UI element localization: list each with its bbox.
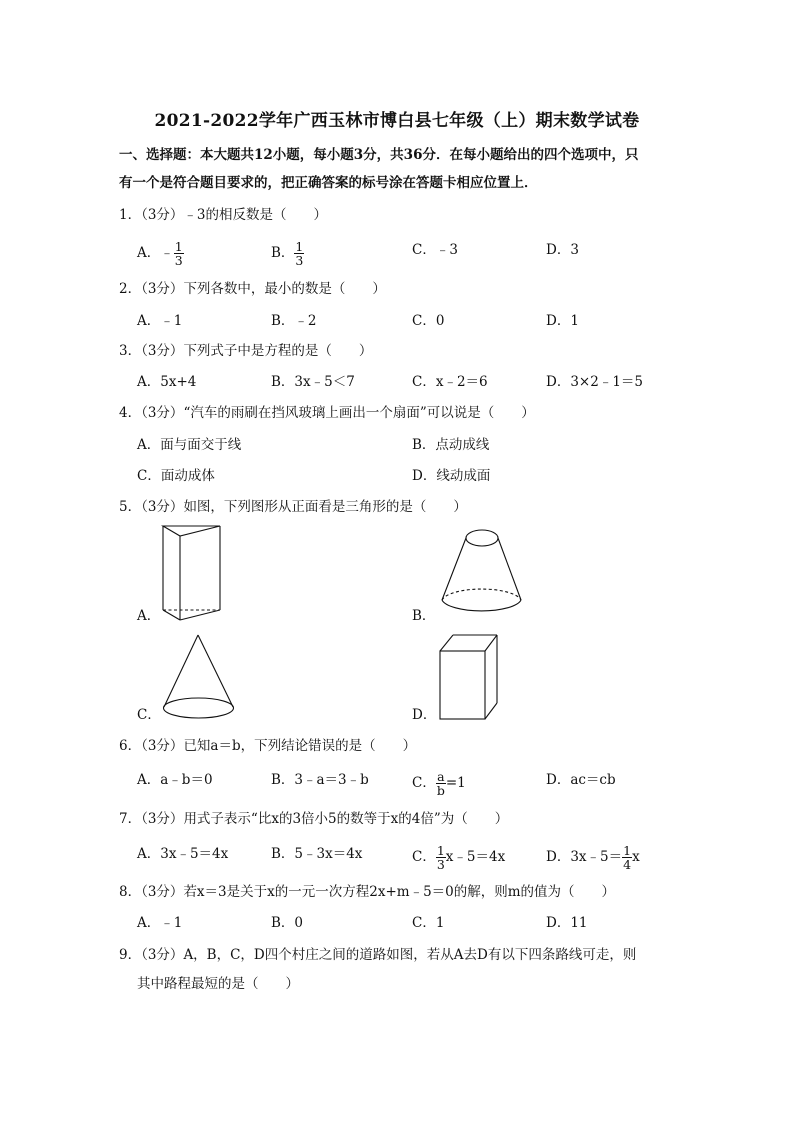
q3-option-d[interactable]: D．3×2﹣1＝5 [546,374,643,390]
q1-option-a[interactable]: A．﹣ $\frac{1}{3}$ [137,239,183,268]
q8-option-c[interactable]: C．1 [412,915,445,931]
q6-option-c[interactable]: C． $\frac{a}{b}$ =1 [412,769,466,798]
q5-option-c[interactable]: C． [137,707,161,723]
q4-option-a[interactable]: A．面与面交于线 [137,437,242,453]
section-heading [119,141,679,197]
q5-option-b[interactable]: B． [412,608,436,624]
q5-option-d[interactable]: D． [412,707,437,723]
q1-option-c[interactable]: C．﹣3 [412,242,458,258]
q4-option-d[interactable]: D．线动成面 [412,468,491,484]
q7-option-d[interactable]: D．3x﹣5＝ $\frac{1}{4}$ x [546,843,640,872]
question-1: 1．（3分）﹣3的相反数是（ ） [119,207,328,223]
q6-option-d[interactable]: D．ac＝cb [546,772,616,788]
exam-title: 2021-2022学年广西玉林市博白县七年级（上）期末数学试卷 [154,111,640,131]
question-8: 8．（3分）若x＝3是关于x的一元一次方程2x+m﹣5＝0的解，则m的值为（ ） [119,884,616,900]
q4-option-b[interactable]: B．点动成线 [412,437,490,453]
question-9: 9．（3分）A，B，C，D四个村庄之间的道路如图，若从A去D有以下四条路线可走，则 [119,947,637,963]
q1-option-d[interactable]: D．3 [546,242,579,258]
q8-option-d[interactable]: D．11 [546,915,588,931]
q2-option-d[interactable]: D．1 [546,313,579,329]
q2-option-a[interactable]: A．﹣1 [137,313,183,329]
q5-option-a[interactable]: A． [137,608,161,624]
question-5: 5．（3分）如图，下列图形从正面看是三角形的是（ ） [119,499,467,515]
section-line-2: 有一个是符合题目要求的，把正确答案的标号涂在答题卡相应位置上． [119,175,538,191]
q7-option-c[interactable]: C． $\frac{1}{3}$ x﹣5＝4x [412,843,506,872]
q7-option-b[interactable]: B．5﹣3x＝4x [271,846,363,862]
q3-option-a[interactable]: A．5x+4 [137,374,197,390]
q8-option-b[interactable]: B．0 [271,915,304,931]
cuboid-figure [438,633,500,723]
cone-figure [160,633,240,721]
question-7: 7．（3分）用式子表示“比x的3倍小5的数等于x的4倍”为（ ） [119,811,509,827]
q3-option-c[interactable]: C．x﹣2＝6 [412,374,488,390]
question-4: 4．（3分）“汽车的雨刷在挡风玻璃上画出一个扇面”可以说是（ ） [119,405,535,421]
question-6: 6．（3分）已知a＝b，下列结论错误的是（ ） [119,738,417,754]
question-9-line-2: 其中路程最短的是（ ） [137,976,299,992]
q2-option-c[interactable]: C．0 [412,313,445,329]
frustum-figure [440,527,524,625]
q8-option-a[interactable]: A．﹣1 [137,915,183,931]
q6-option-a[interactable]: A．a﹣b＝0 [137,772,213,788]
q6-option-b[interactable]: B．3﹣a＝3﹣b [271,772,369,788]
q1-option-b[interactable]: B． $\frac{1}{3}$ [271,239,304,268]
q4-option-c[interactable]: C．面动成体 [137,468,215,484]
question-2: 2．（3分）下列各数中，最小的数是（ ） [119,281,386,297]
q3-option-b[interactable]: B．3x﹣5＜7 [271,374,355,390]
q7-option-a[interactable]: A．3x﹣5＝4x [137,846,229,862]
q2-option-b[interactable]: B．﹣2 [271,313,317,329]
section-line-1: 一、选择题：本大题共12小题，每小题3分，共36分．在每小题给出的四个选项中，只 [119,147,639,163]
triangular-prism-figure [160,522,230,622]
question-3: 3．（3分）下列式子中是方程的是（ ） [119,343,373,359]
